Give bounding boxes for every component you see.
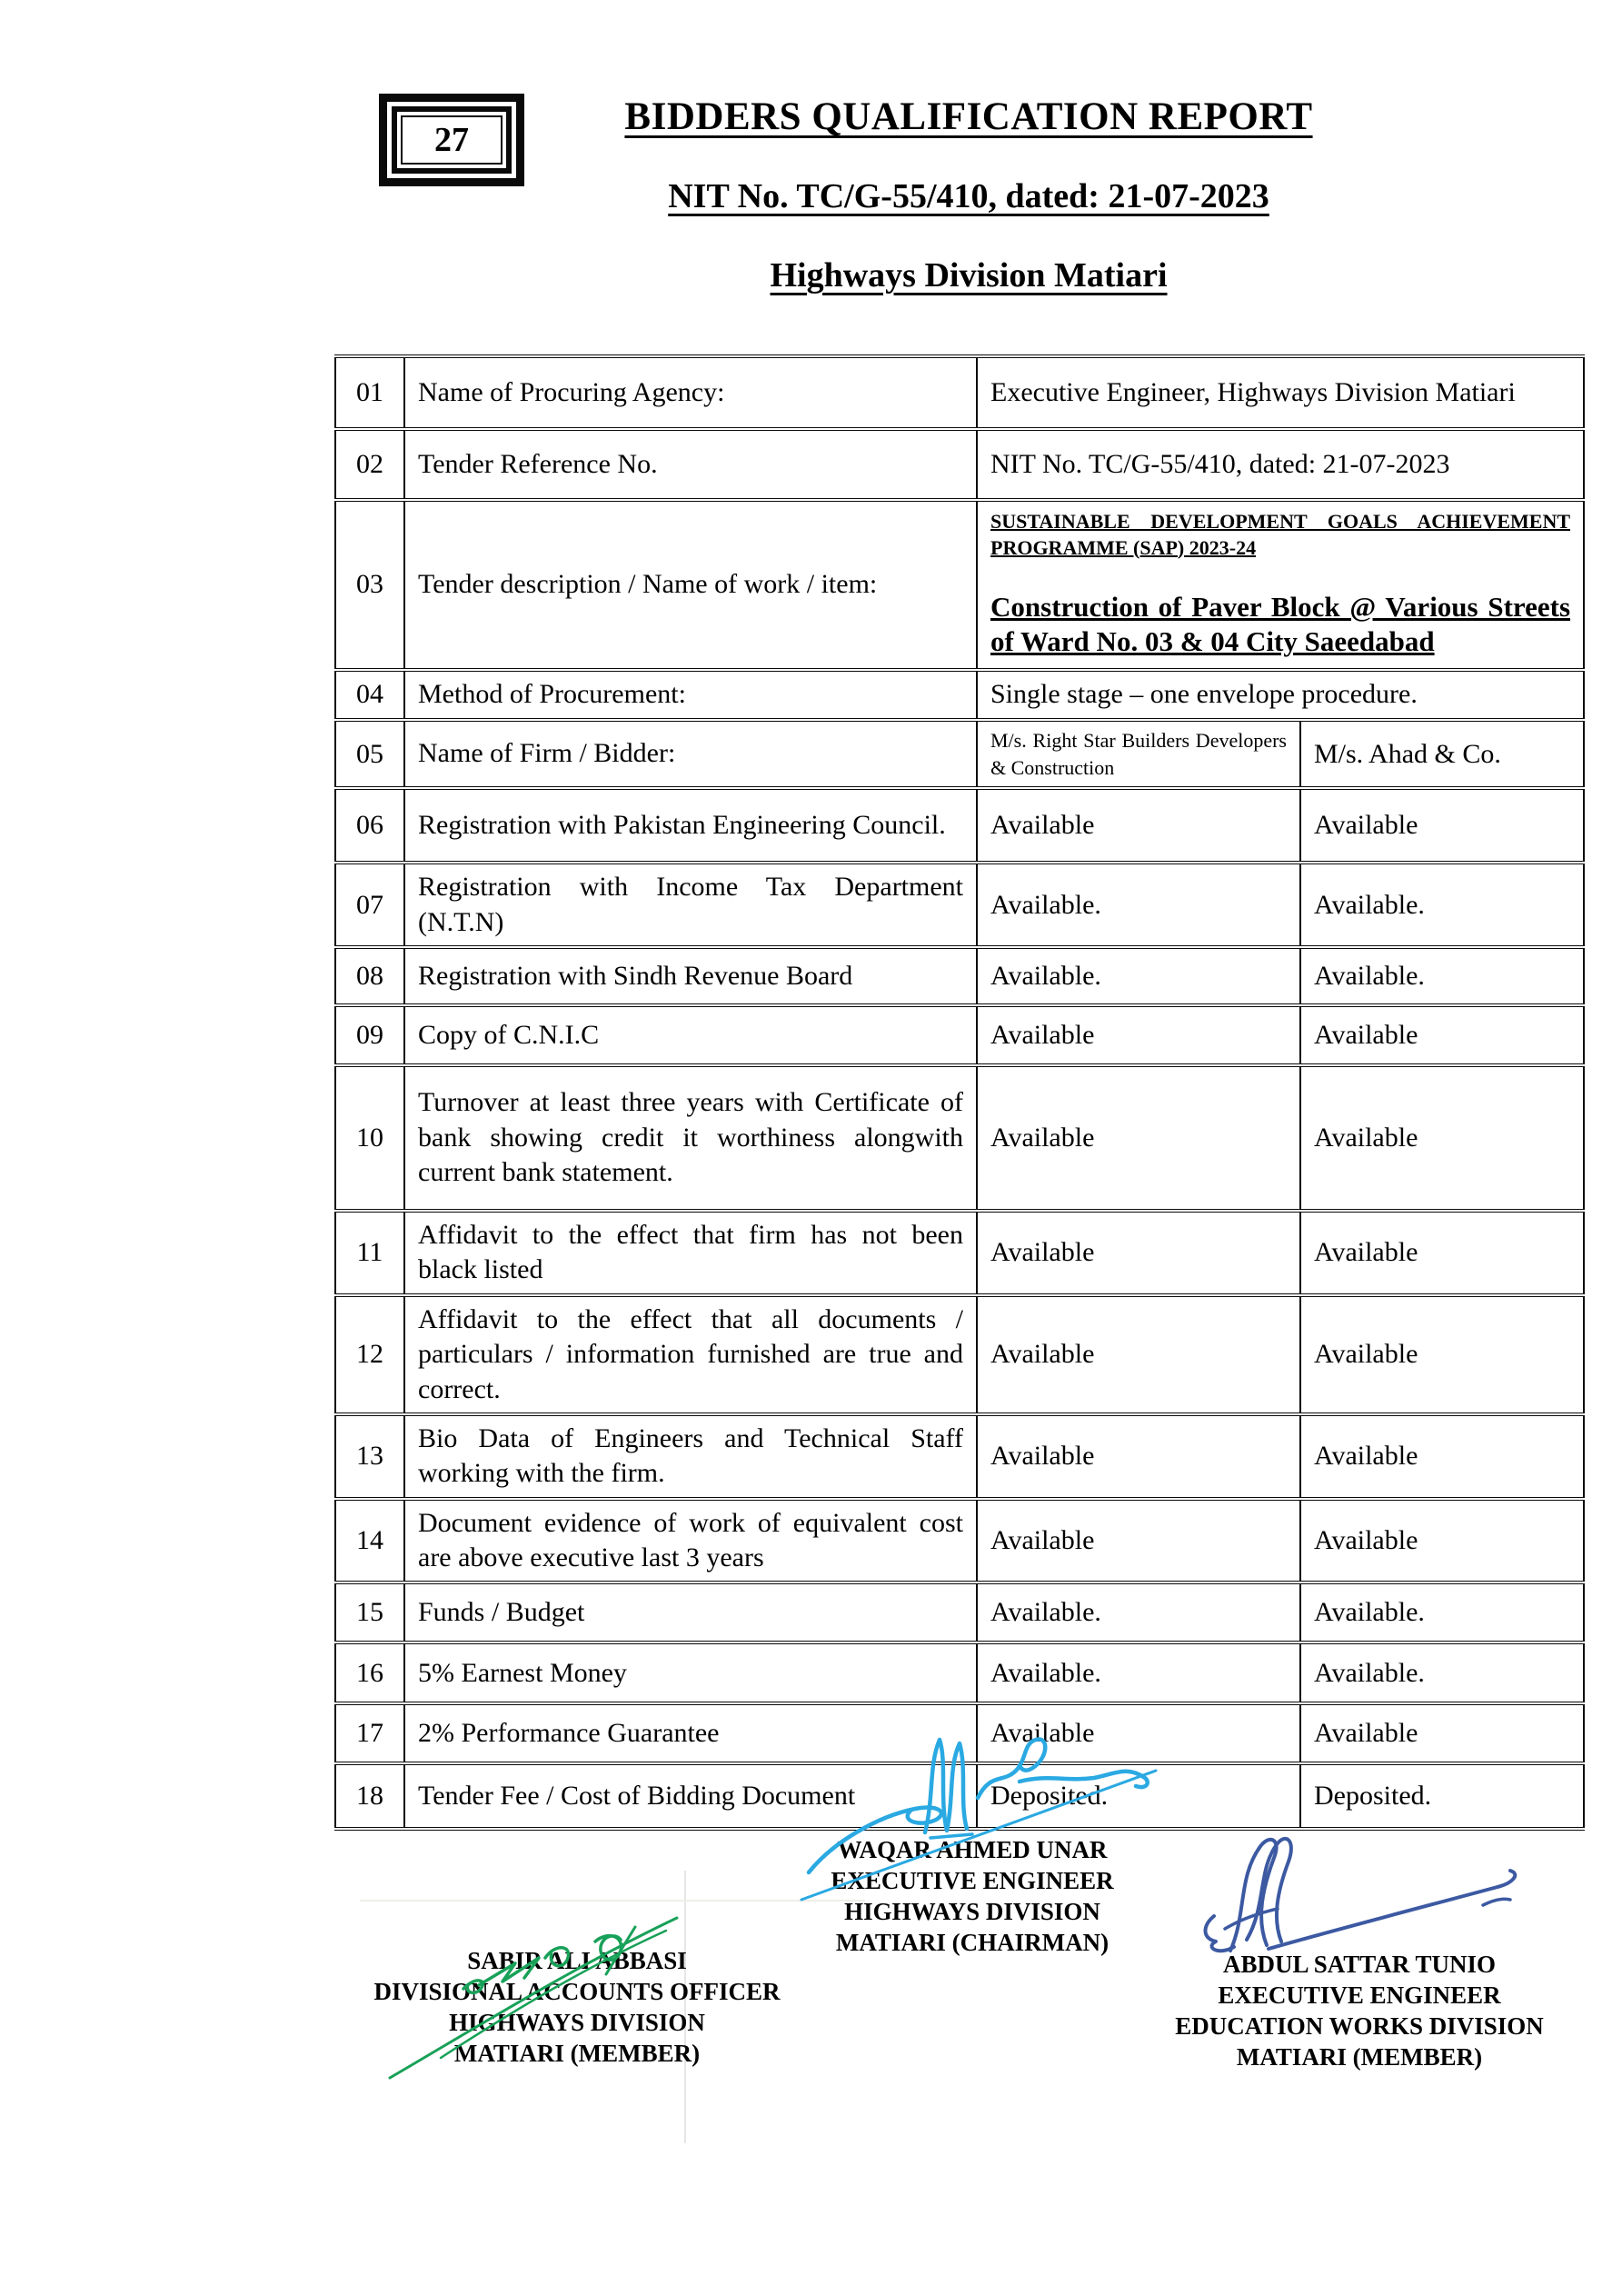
value-cell: Executive Engineer, Highways Division Matiari (977, 356, 1584, 429)
table-row (335, 1642, 1584, 1703)
signatory-office: HIGHWAYS DIVISION (844, 1898, 1100, 1925)
table-row (335, 947, 1584, 1005)
bidder1-cell: Available (977, 1414, 1300, 1499)
table-row (335, 788, 1584, 863)
row-number: 11 (335, 1211, 404, 1295)
criteria-cell: Affidavit to the effect that firm has not been black listed (404, 1211, 977, 1295)
criteria-cell: Bio Data of Engineers and Technical Staff working with the firm. (404, 1414, 977, 1499)
criteria-cell: Method of Procurement: (404, 670, 977, 720)
bidder1-cell: Available (977, 1703, 1300, 1763)
nit-reference-line: NIT No. TC/G-55/410, dated: 21-07-2023 (668, 177, 1269, 215)
row-number: 12 (335, 1295, 404, 1414)
bidder1-cell: Available (977, 1211, 1300, 1295)
row-number: 16 (335, 1642, 404, 1703)
bidder1-cell: Available. (977, 1642, 1300, 1703)
value-cell (977, 500, 1584, 670)
bidder2-cell: M/s. Ahad & Co. (1300, 720, 1584, 788)
row-number: 03 (335, 500, 404, 670)
table-row (335, 670, 1584, 720)
bidder1-cell: M/s. Right Star Builders Developers & Construction (977, 720, 1300, 788)
row-number: 10 (335, 1065, 404, 1211)
bidder1-cell: Available. (977, 947, 1300, 1005)
bidder1-cell: Available. (977, 863, 1300, 947)
row-number: 07 (335, 863, 404, 947)
row-number: 04 (335, 670, 404, 720)
row-number: 18 (335, 1763, 404, 1829)
table-row (335, 1582, 1584, 1642)
table-row (335, 863, 1584, 947)
bidder2-cell: Available (1300, 1211, 1584, 1295)
bidder1-cell: Available (977, 1295, 1300, 1414)
row-number: 15 (335, 1582, 404, 1642)
bidder2-cell: Deposited. (1300, 1763, 1584, 1829)
row-number: 17 (335, 1703, 404, 1763)
criteria-cell: 2% Performance Guarantee (404, 1703, 977, 1763)
criteria-cell: Funds / Budget (404, 1582, 977, 1642)
signatory-block-member-right (1169, 1949, 1550, 2072)
criteria-cell: Document evidence of work of equivalent cost are above executive last 3 years (404, 1499, 977, 1583)
criteria-cell: 5% Earnest Money (404, 1642, 977, 1703)
bidder2-cell: Available. (1300, 1582, 1584, 1642)
table-row (335, 1763, 1584, 1829)
signatory-block-member-left (362, 1945, 792, 2069)
table-row (335, 1065, 1584, 1211)
criteria-cell: Registration with Sindh Revenue Board (404, 947, 977, 1005)
bidder2-cell: Available (1300, 788, 1584, 863)
signatory-block-chairman (807, 1834, 1138, 1958)
signatory-name: SABIR ALI ABBASI (467, 1947, 687, 1974)
signatory-designation: DIVISIONAL ACCOUNTS OFFICER (373, 1978, 781, 2005)
bidder2-cell: Available (1300, 1005, 1584, 1065)
bidder2-cell: Available (1300, 1065, 1584, 1211)
table-row (335, 429, 1584, 500)
row-number: 05 (335, 720, 404, 788)
report-title: BIDDERS QUALIFICATION REPORT (624, 95, 1313, 138)
criteria-cell: Turnover at least three years with Certificate of bank showing credit it worthiness alongwith current bank statement. (404, 1065, 977, 1211)
signatory-name: ABDUL SATTAR TUNIO (1222, 1951, 1497, 1978)
criteria-cell: Affidavit to the effect that all documents / particulars / information furnished are true and correct. (404, 1295, 977, 1414)
table-row (335, 356, 1584, 429)
page-number: 27 (401, 115, 503, 165)
table-row (335, 1703, 1584, 1763)
row-number: 01 (335, 356, 404, 429)
row-number: 13 (335, 1414, 404, 1499)
criteria-cell: Tender description / Name of work / item: (404, 500, 977, 670)
criteria-cell: Tender Reference No. (404, 429, 977, 500)
row-number: 02 (335, 429, 404, 500)
signatory-name: WAQAR AHMED UNAR (837, 1836, 1108, 1863)
value-cell: Single stage – one envelope procedure. (977, 670, 1584, 720)
criteria-cell: Tender Fee / Cost of Bidding Document (404, 1763, 977, 1829)
bidder1-cell: Available (977, 1005, 1300, 1065)
signatory-designation: EXECUTIVE ENGINEER (1218, 1982, 1501, 2009)
division-title: Highways Division Matiari (770, 256, 1168, 294)
criteria-cell: Name of Firm / Bidder: (404, 720, 977, 788)
value-cell: NIT No. TC/G-55/410, dated: 21-07-2023 (977, 429, 1584, 500)
bidder1-cell: Available (977, 1065, 1300, 1211)
bidder2-cell: Available (1300, 1703, 1584, 1763)
row-number: 08 (335, 947, 404, 1005)
signatory-role: MATIARI (MEMBER) (453, 2040, 701, 2067)
bidder1-cell: Deposited. (977, 1763, 1300, 1829)
criteria-cell: Name of Procuring Agency: (404, 356, 977, 429)
criteria-cell: Registration with Pakistan Engineering Council. (404, 788, 977, 863)
table-row (335, 1211, 1584, 1295)
bidder2-cell: Available. (1300, 1642, 1584, 1703)
row-number: 06 (335, 788, 404, 863)
signatory-designation: EXECUTIVE ENGINEER (831, 1867, 1114, 1894)
signatory-office: HIGHWAYS DIVISION (449, 2009, 705, 2036)
bidder2-cell: Available (1300, 1499, 1584, 1583)
qualification-table (334, 354, 1585, 1831)
table-row (335, 1005, 1584, 1065)
bidder2-cell: Available. (1300, 947, 1584, 1005)
work-name: Construction of Paver Block @ Various Streets of Ward No. 03 & 04 City Saeedabad (990, 591, 1571, 657)
signatory-role: MATIARI (MEMBER) (1236, 2043, 1483, 2071)
bidder2-cell: Available. (1300, 863, 1584, 947)
row-number: 09 (335, 1005, 404, 1065)
bidder2-cell: Available (1300, 1414, 1584, 1499)
criteria-cell: Registration with Income Tax Department (N.T.N) (404, 863, 977, 947)
table-row (335, 720, 1584, 788)
bidder1-cell: Available (977, 1499, 1300, 1583)
signatory-office: EDUCATION WORKS DIVISION (1175, 2012, 1544, 2040)
signatory-role: MATIARI (CHAIRMAN) (835, 1929, 1110, 1956)
scan-artifact-line (360, 1900, 865, 1902)
bidder2-cell: Available (1300, 1295, 1584, 1414)
criteria-cell: Copy of C.N.I.C (404, 1005, 977, 1065)
table-row (335, 500, 1584, 670)
table-row (335, 1414, 1584, 1499)
programme-title: SUSTAINABLE DEVELOPMENT GOALS ACHIEVEMENT PROGRAMME (SAP) 2023-24 (990, 510, 1571, 559)
table-row (335, 1499, 1584, 1583)
bidder1-cell: Available (977, 788, 1300, 863)
bidder1-cell: Available. (977, 1582, 1300, 1642)
row-number: 14 (335, 1499, 404, 1583)
table-row (335, 1295, 1584, 1414)
